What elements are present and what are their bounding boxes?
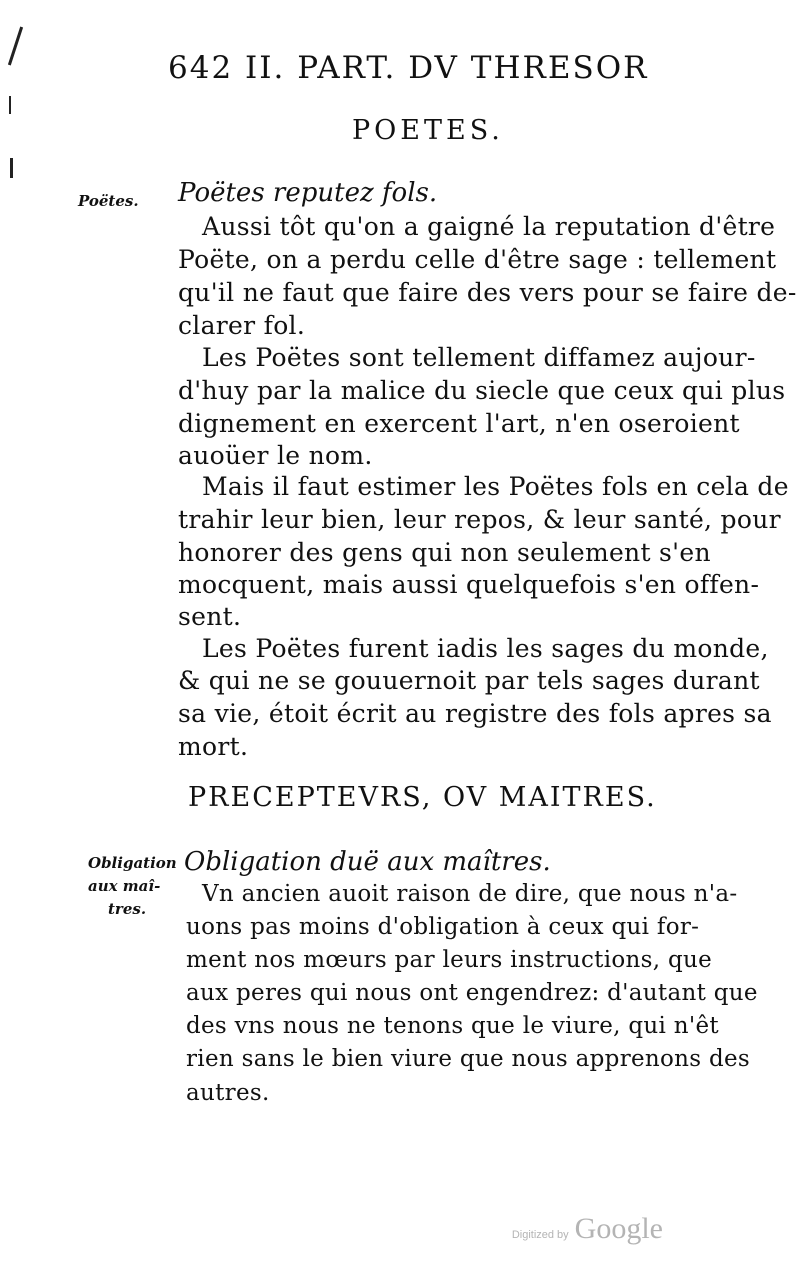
text-line: uons pas moins d'obligation à ceux qui for- (186, 914, 700, 940)
text-line: dignement en exercent l'art, n'en oseroient (178, 409, 740, 438)
text-line: d'huy par la malice du siecle que ceux qui plus (178, 376, 786, 405)
text-line: trahir leur bien, leur repos, & leur santé, pour (178, 505, 781, 534)
text-line: sent. (178, 602, 242, 631)
text-line: ment nos mœurs par leurs instructions, que (186, 947, 713, 973)
scan-mark (8, 27, 23, 66)
google-logo: Google (574, 1212, 663, 1245)
text-line: mocquent, mais aussi quelquefois s'en offen- (178, 570, 760, 599)
section-heading-precepteurs: PRECEPTEVRS, OV MAITRES. (188, 782, 657, 813)
text-line: auoüer le nom. (178, 441, 373, 470)
scan-mark (10, 158, 13, 178)
text-line: rien sans le bien viure que nous apprenons des (186, 1046, 751, 1072)
section-heading-poetes: POETES. (352, 115, 504, 146)
scan-mark (9, 96, 11, 114)
text-line: Les Poëtes furent iadis les sages du monde, (202, 634, 769, 663)
text-line: Aussi tôt qu'on a gaigné la reputation d'être (202, 212, 776, 241)
margin-note-line: tres. (108, 900, 147, 918)
margin-note-poetes: Poëtes. (78, 192, 139, 210)
margin-note-line: Obligation (88, 854, 177, 872)
watermark-small-text: Digitized by (511, 1229, 569, 1241)
text-line: mort. (178, 732, 249, 761)
text-line: Les Poëtes sont tellement diffamez aujour- (202, 343, 756, 372)
text-line: aux peres qui nous ont engendrez: d'autant que (186, 980, 758, 1006)
text-line: des vns nous ne tenons que le viure, qui n'êt (186, 1013, 719, 1039)
digitized-watermark (512, 1212, 663, 1246)
text-line: honorer des gens qui non seulement s'en (178, 538, 711, 567)
text-line: clarer fol. (178, 311, 306, 340)
text-line: Poëte, on a perdu celle d'être sage : tellement (178, 245, 777, 274)
text-line: Vn ancien auoit raison de dire, que nous n'a- (202, 881, 738, 907)
text-line: & qui ne se gouuernoit par tels sages durant (178, 666, 760, 695)
text-line: qu'il ne faut que faire des vers pour se faire de- (178, 278, 797, 307)
text-line: Mais il faut estimer les Poëtes fols en cela de (202, 472, 789, 501)
page-header: 642 II. PART. DV THRESOR (168, 50, 649, 86)
section-subtitle-precepteurs: Obligation duë aux maîtres. (184, 847, 551, 877)
text-line: autres. (186, 1080, 270, 1106)
text-line: sa vie, étoit écrit au registre des fols apres sa (178, 699, 772, 728)
section-subtitle-poetes: Poëtes reputez fols. (178, 178, 438, 208)
margin-note-line: aux maî- (88, 877, 161, 895)
